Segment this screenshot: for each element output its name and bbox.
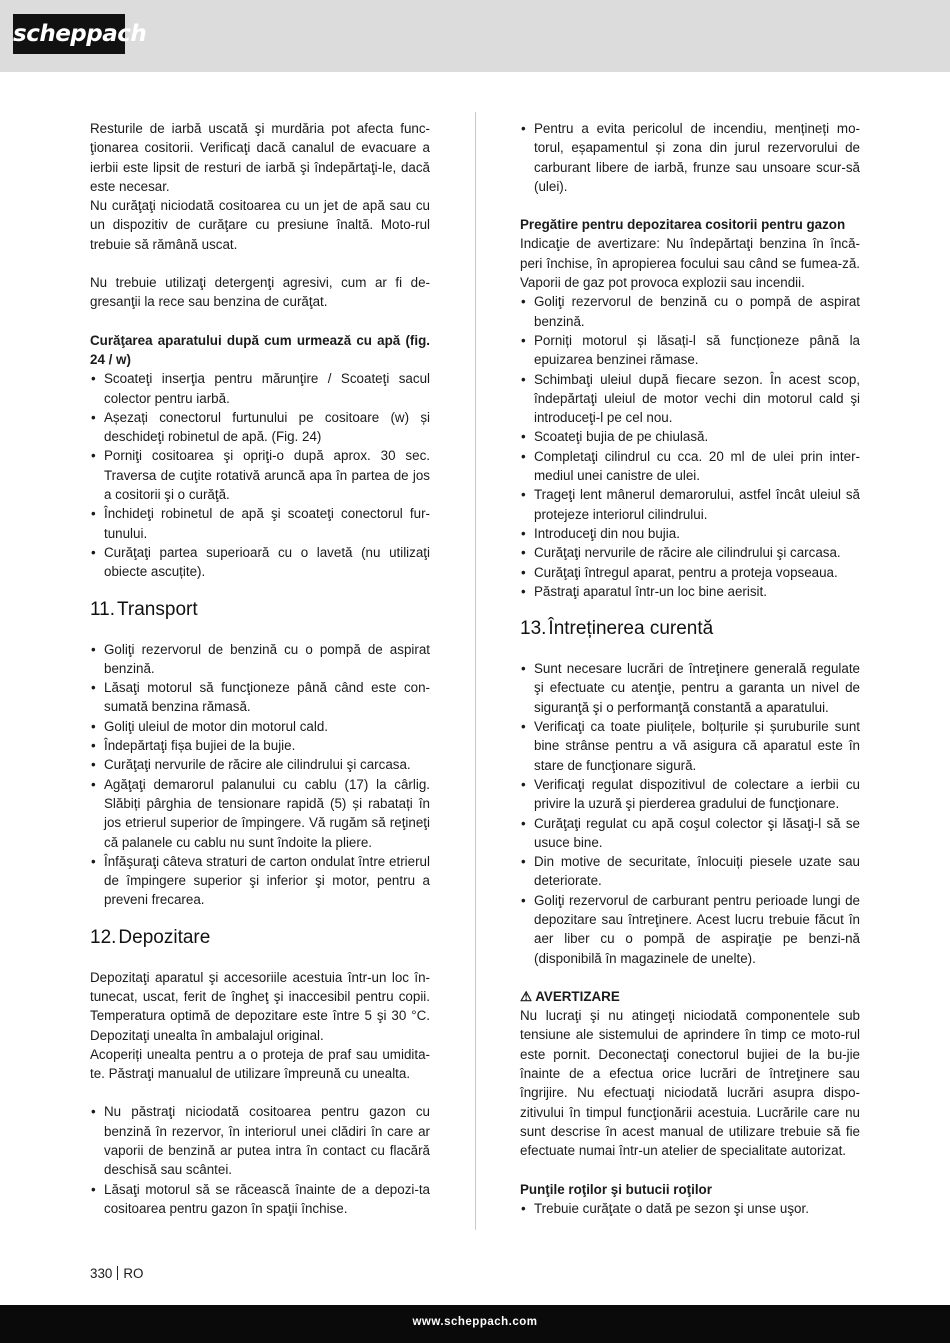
list-item: • Curăţaţi întregul aparat, pentru a proteja vopseaua. xyxy=(520,563,860,582)
section-heading-transport xyxy=(90,598,430,622)
list-item: • Trageţi lent mânerul demarorului, astfel încât uleiul să protejeze interiorul cilindrului. xyxy=(520,485,860,524)
footer-url: www.scheppach.com xyxy=(412,1316,538,1328)
list-item: • Îndepărtaţi fișa bujiei de la bujie. xyxy=(90,736,430,755)
list-item: • Completaţi cilindrul cu cca. 20 ml de ulei prin inter-mediul unei canistre de ulei. xyxy=(520,447,860,486)
page-footer xyxy=(0,1305,950,1343)
list-item: • Înfăşuraţi câteva straturi de carton ondulat între etrierul de împingere superior şi inferior şi motor, pentru a preveni frecarea. xyxy=(90,852,430,910)
section-number: 12. xyxy=(90,926,117,948)
warning-text: Nu lucraţi şi nu atingeţi niciodată componentele sub tensiune ale sistemului de aprindere în timp ce moto-rul este pornit. Deconectaţi conectorul bujiei de la bu-jie înainte de a efectua orice lucrări de întreţinere sau îngrijire. Nu efectuaţi niciodată lucrări asupra dispo-zitivului în timpul funcţionării acestuia. Lucrările care nu sunt descrise în acest manual de utilizare trebuie să fie efectuate numai într-un atelier de specialitate autorizat. xyxy=(520,1008,860,1159)
list-item: • Pentru a evita pericolul de incendiu, mențineți mo-torul, eșapamentul și zona din jurul rezervorului de carburant libere de iarbă, frunze sau unsoare scur-să (ulei). xyxy=(520,119,860,196)
column-divider xyxy=(475,112,476,1230)
language-code: RO xyxy=(123,1266,144,1281)
list-item: • Goliţi uleiul de motor din motorul cald. xyxy=(90,717,430,736)
list-item: • Schimbaţi uleiul după fiecare sezon. În acest scop, îndepărtaţi uleiul de motor vechi din motorul cald şi introduceţi-l pe cel nou. xyxy=(520,370,860,428)
list-item: • Trebuie curăţate o dată pe sezon şi unse uşor. xyxy=(520,1199,860,1218)
section-heading-maintenance xyxy=(520,617,860,641)
list-item: • Verificaţi regulat dispozitivul de colectare a ierbii cu privire la uzură şi pierderea gradului de funcţionare. xyxy=(520,775,860,814)
list-item: • Curăţaţi nervurile de răcire ale cilindrului şi carcasa. xyxy=(520,543,860,562)
list-item: • Curăţaţi regulat cu apă coşul colector şi lăsaţi-l să se usuce bine. xyxy=(520,814,860,853)
paragraph: Resturile de iarbă uscată şi murdăria pot afecta func-ţionarea cositorii. Verificaţi dacă canalul de evacuare a ierbii este lipsit de resturi de iarbă şi îndepărtaţi-le, dacă este necesar. xyxy=(90,121,430,194)
fire-list xyxy=(520,119,860,196)
maintenance-list xyxy=(520,659,860,968)
list-item: • Lăsaţi motorul să se răcească înainte de a depozi-ta cositoarea pentru gazon în spaţii închise. xyxy=(90,1180,430,1219)
list-item: • Scoateţi bujia de pe chiulasă. xyxy=(520,427,860,446)
list-item: • Introduceţi din nou bujia. xyxy=(520,524,860,543)
list-item: • Lăsaţi motorul să funcţioneze până când este con-sumată benzina rămasă. xyxy=(90,678,430,717)
subheading: Pregătire pentru depozitarea cositorii pentru gazon xyxy=(520,217,846,233)
paragraph: Depozitaţi aparatul şi accesoriile acestuia într-un loc în-tunecat, uscat, ferit de îngheţ şi inaccesibil pentru copii. Temperatura optimă de depozitare este între 5 şi 30 °C. Depozitaţi unealta în ambalajul original. xyxy=(90,969,430,1043)
paragraph: Indicaţie de avertizare: Nu îndepărtaţi benzina în încă-peri închise, în apropierea focului sau când se fumea-ză. Vaporii de gaz pot provoca explozii sau incendii. xyxy=(520,236,860,291)
page-number: 330 xyxy=(90,1266,113,1281)
list-item: • Curăţaţi partea superioară cu o lavetă (nu utilizaţi obiecte ascuțite). xyxy=(90,543,430,582)
separator xyxy=(117,1266,118,1280)
list-item: • Goliţi rezervorul de benzină cu o pompă de aspirat benzină. xyxy=(90,640,430,679)
list-item: • Goliţi rezervorul de benzină cu o pompă de aspirat benzină. xyxy=(520,292,860,331)
list-item: • Agăţaţi demarorul palanului cu cablu (17) la cârlig. Slăbiți pârghia de tensionare rapidă (5) și rabatați în jos etrierul superior de împingere. Vă rugăm să reţineţi că palanele cu cablu nu sunt îndoite la pliere. xyxy=(90,775,430,852)
section-number: 11. xyxy=(90,598,116,620)
paragraph: Acoperiți unealta pentru a o proteja de praf sau umidita-te. Păstraţi manualul de utilizare împreună cu unealta. xyxy=(90,1046,430,1082)
storage-list xyxy=(90,1102,430,1218)
paragraph: Nu trebuie utilizaţi detergenţi agresivi, cum ar fi de-gresanţii la rece sau benzina de curăţat. xyxy=(90,275,430,310)
list-item: • Sunt necesare lucrări de întreţinere generală regulate şi efectuate cu atenţie, pentru a garanta un nivel de siguranţă şi o performanţă constantă a aparatului. xyxy=(520,659,860,717)
list-item: • Din motive de securitate, înlocuiți piesele uzate sau deteriorate. xyxy=(520,852,860,891)
right-column xyxy=(520,119,860,1218)
brand-logo: scheppach xyxy=(13,14,125,54)
list-item: • Păstraţi aparatul într-un loc bine aerisit. xyxy=(520,582,860,601)
subheading: Curăţarea aparatului după cum urmează cu apă (fig. 24 / w) xyxy=(90,332,430,367)
list-item: • Verificaţi ca toate piulițele, bolțurile și șuruburile sunt bine strânse pentru a vă asigura că aparatul este în stare de funcţionare sigură. xyxy=(520,717,860,775)
transport-list xyxy=(90,640,430,910)
page-header xyxy=(0,0,950,72)
paragraph: Nu curăţaţi niciodată cositoarea cu un jet de apă sau cu un dispozitiv de curăţare cu presiune înaltă. Moto-rul trebuie să rămână uscat. xyxy=(90,198,430,252)
section-title: Întreținerea curentă xyxy=(548,618,714,640)
list-item: • Curăţaţi nervurile de răcire ale cilindrului şi carcasa. xyxy=(90,755,430,774)
list-item: • Porniți motorul și lăsați-l să funcționeze până la epuizarea benzinei rămase. xyxy=(520,331,860,370)
section-title: Transport xyxy=(117,598,198,620)
wheels-list xyxy=(520,1199,860,1218)
list-item: • Goliţi rezervorul de carburant pentru perioade lungi de depozitare sau întreţinere. Acest lucru trebuie făcut în aer liber cu o pompă de aspiraţie pe benzi-nă (disponibilă în magazinele de unelte). xyxy=(520,891,860,968)
section-heading-storage xyxy=(90,926,430,950)
list-item: • Așezați conectorul furtunului pe cositoare (w) și deschideţi robinetul de apă. (Fig. 24) xyxy=(90,408,430,447)
list-item: • Porniţi cositoarea şi opriţi-o după aprox. 30 sec. Traversa de cuţite rotativă aruncă apa în partea de jos a cositorii şi o curăţă. xyxy=(90,446,430,504)
left-column xyxy=(90,119,430,1218)
list-item: • Scoateţi inserţia pentru mărunţire / Scoateţi sacul colector pentru iarbă. xyxy=(90,369,430,408)
section-number: 13. xyxy=(520,618,547,640)
list-item: • Închideţi robinetul de apă şi scoateţi conectorul fur-tunului. xyxy=(90,504,430,543)
list-item: • Nu păstraţi niciodată cositoarea pentru gazon cu benzină în rezervor, în interiorul unei clădiri în care ar vaporii de benzină ar putea intra în contact cu flacără deschisă sau scântei. xyxy=(90,1102,430,1179)
page-number-block xyxy=(90,1266,143,1281)
warning-title: ⚠ AVERTIZARE xyxy=(520,988,620,1004)
clean-list xyxy=(90,369,430,581)
prep-list xyxy=(520,292,860,601)
subheading: Punţile roţilor şi butucii roţilor xyxy=(520,1181,712,1197)
section-title: Depozitare xyxy=(118,926,211,948)
